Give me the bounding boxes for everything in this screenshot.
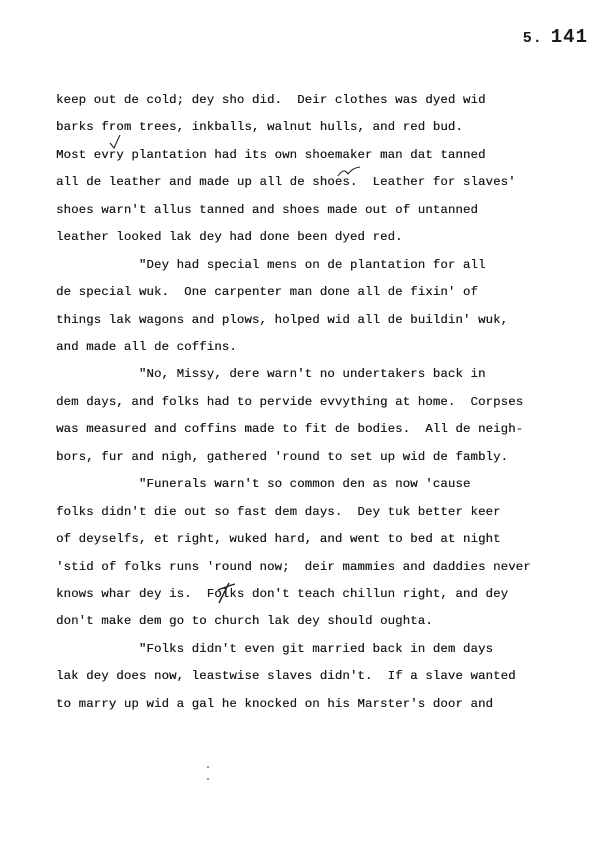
page-number (523, 26, 588, 48)
handwritten-correction-mark (214, 581, 238, 605)
text-line-13: was measured and coffins made to fit de bodies. All de neigh- (56, 422, 524, 436)
text-line-20: don't make dem go to church lak dey should oughta. (56, 614, 433, 628)
stray-speck (205, 764, 211, 784)
text-line-9: things lak wagons and plows, holped wid all de buildin' wuk, (56, 313, 509, 327)
text-line-23: to marry up wid a gal he knocked on his Marster's door and (56, 697, 494, 711)
page-number-prefix: 5. (522, 30, 543, 47)
text-line-16: folks didn't die out so fast dem days. Dey tuk better keer (56, 505, 501, 519)
handwritten-insertion-mark (336, 165, 362, 179)
text-line-1: keep out de cold; dey sho did. Deir clothes was dyed wid (56, 93, 486, 107)
text-line-22: lak dey does now, leastwise slaves didn't. If a slave wanted (56, 669, 516, 683)
text-line-7: "Dey had special mens on de plantation for all (56, 258, 486, 272)
text-line-5: shoes warn't allus tanned and shoes made out of untanned (56, 203, 478, 217)
text-line-18: 'stid of folks runs 'round now; deir mammies and daddies never (56, 560, 531, 574)
text-line-21: "Folks didn't even git married back in dem days (56, 642, 494, 656)
text-line-6: leather looked lak dey had done been dyed red. (56, 230, 403, 244)
text-line-2: barks from trees, inkballs, walnut hulls, and red bud. (56, 120, 463, 134)
text-line-19: knows whar dey is. Folks don't teach chillun right, and dey (56, 587, 509, 601)
text-line-12: dem days, and folks had to pervide evvything at home. Corpses (56, 395, 524, 409)
text-line-14: bors, fur and nigh, gathered 'round to set up wid de fambly. (56, 450, 509, 464)
text-line-4: all de leather and made up all de shoes. Leather for slaves' (56, 175, 516, 189)
text-line-10: and made all de coffins. (56, 340, 237, 354)
text-line-15: "Funerals warn't so common den as now 'cause (56, 477, 471, 491)
text-line-17: of deyselfs, et right, wuked hard, and went to bed at night (56, 532, 501, 546)
page-number-value: 141 (550, 26, 588, 48)
handwritten-checkmark (108, 134, 122, 150)
text-line-8: de special wuk. One carpenter man done all de fixin' of (56, 285, 478, 299)
text-line-11: "No, Missy, dere warn't no undertakers back in (56, 367, 486, 381)
text-line-3: Most evry plantation had its own shoemaker man dat tanned (56, 148, 486, 162)
